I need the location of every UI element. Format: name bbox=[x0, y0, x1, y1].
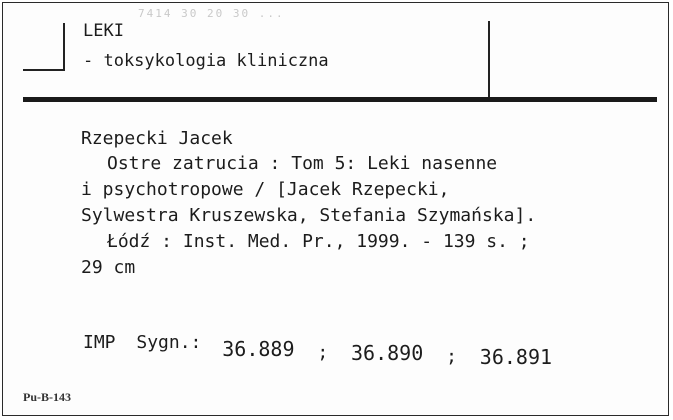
card-stamp: Pu-B-143 bbox=[23, 390, 71, 404]
corner-horizontal-line bbox=[23, 69, 65, 71]
call-prefix: IMP bbox=[83, 332, 116, 353]
imprint-line: Łódź : Inst. Med. Pr., 1999. - 139 s. ; bbox=[107, 231, 530, 252]
title-line-1: Ostre zatrucia : Tom 5: Leki nasenne bbox=[107, 153, 498, 174]
title-line-3: Sylwestra Kruszewska, Stefania Szymańska]. bbox=[81, 205, 537, 226]
corner-vertical-line bbox=[63, 23, 65, 71]
heading-rule bbox=[23, 97, 657, 102]
title-line-2: i psychotropowe / [Jacek Rzepecki, bbox=[81, 179, 450, 200]
catalog-card bbox=[2, 2, 669, 416]
call-number: 36.891 bbox=[479, 345, 553, 369]
call-label: Sygn.: bbox=[136, 332, 202, 353]
call-number: 36.889 bbox=[222, 337, 295, 361]
call-number-row bbox=[83, 329, 553, 369]
author-line: Rzepecki Jacek bbox=[81, 128, 233, 149]
call-separator: ; bbox=[446, 346, 457, 367]
call-separator: ; bbox=[317, 342, 329, 363]
heading-right-divider bbox=[488, 21, 490, 99]
dimensions-line: 29 cm bbox=[81, 257, 136, 278]
ghost-text: 7414 30 20 30 ... bbox=[138, 7, 285, 20]
subject-heading: LEKI bbox=[83, 21, 124, 41]
call-number: 36.890 bbox=[351, 341, 424, 365]
subject-subheading: - toksykologia kliniczna bbox=[83, 51, 329, 71]
